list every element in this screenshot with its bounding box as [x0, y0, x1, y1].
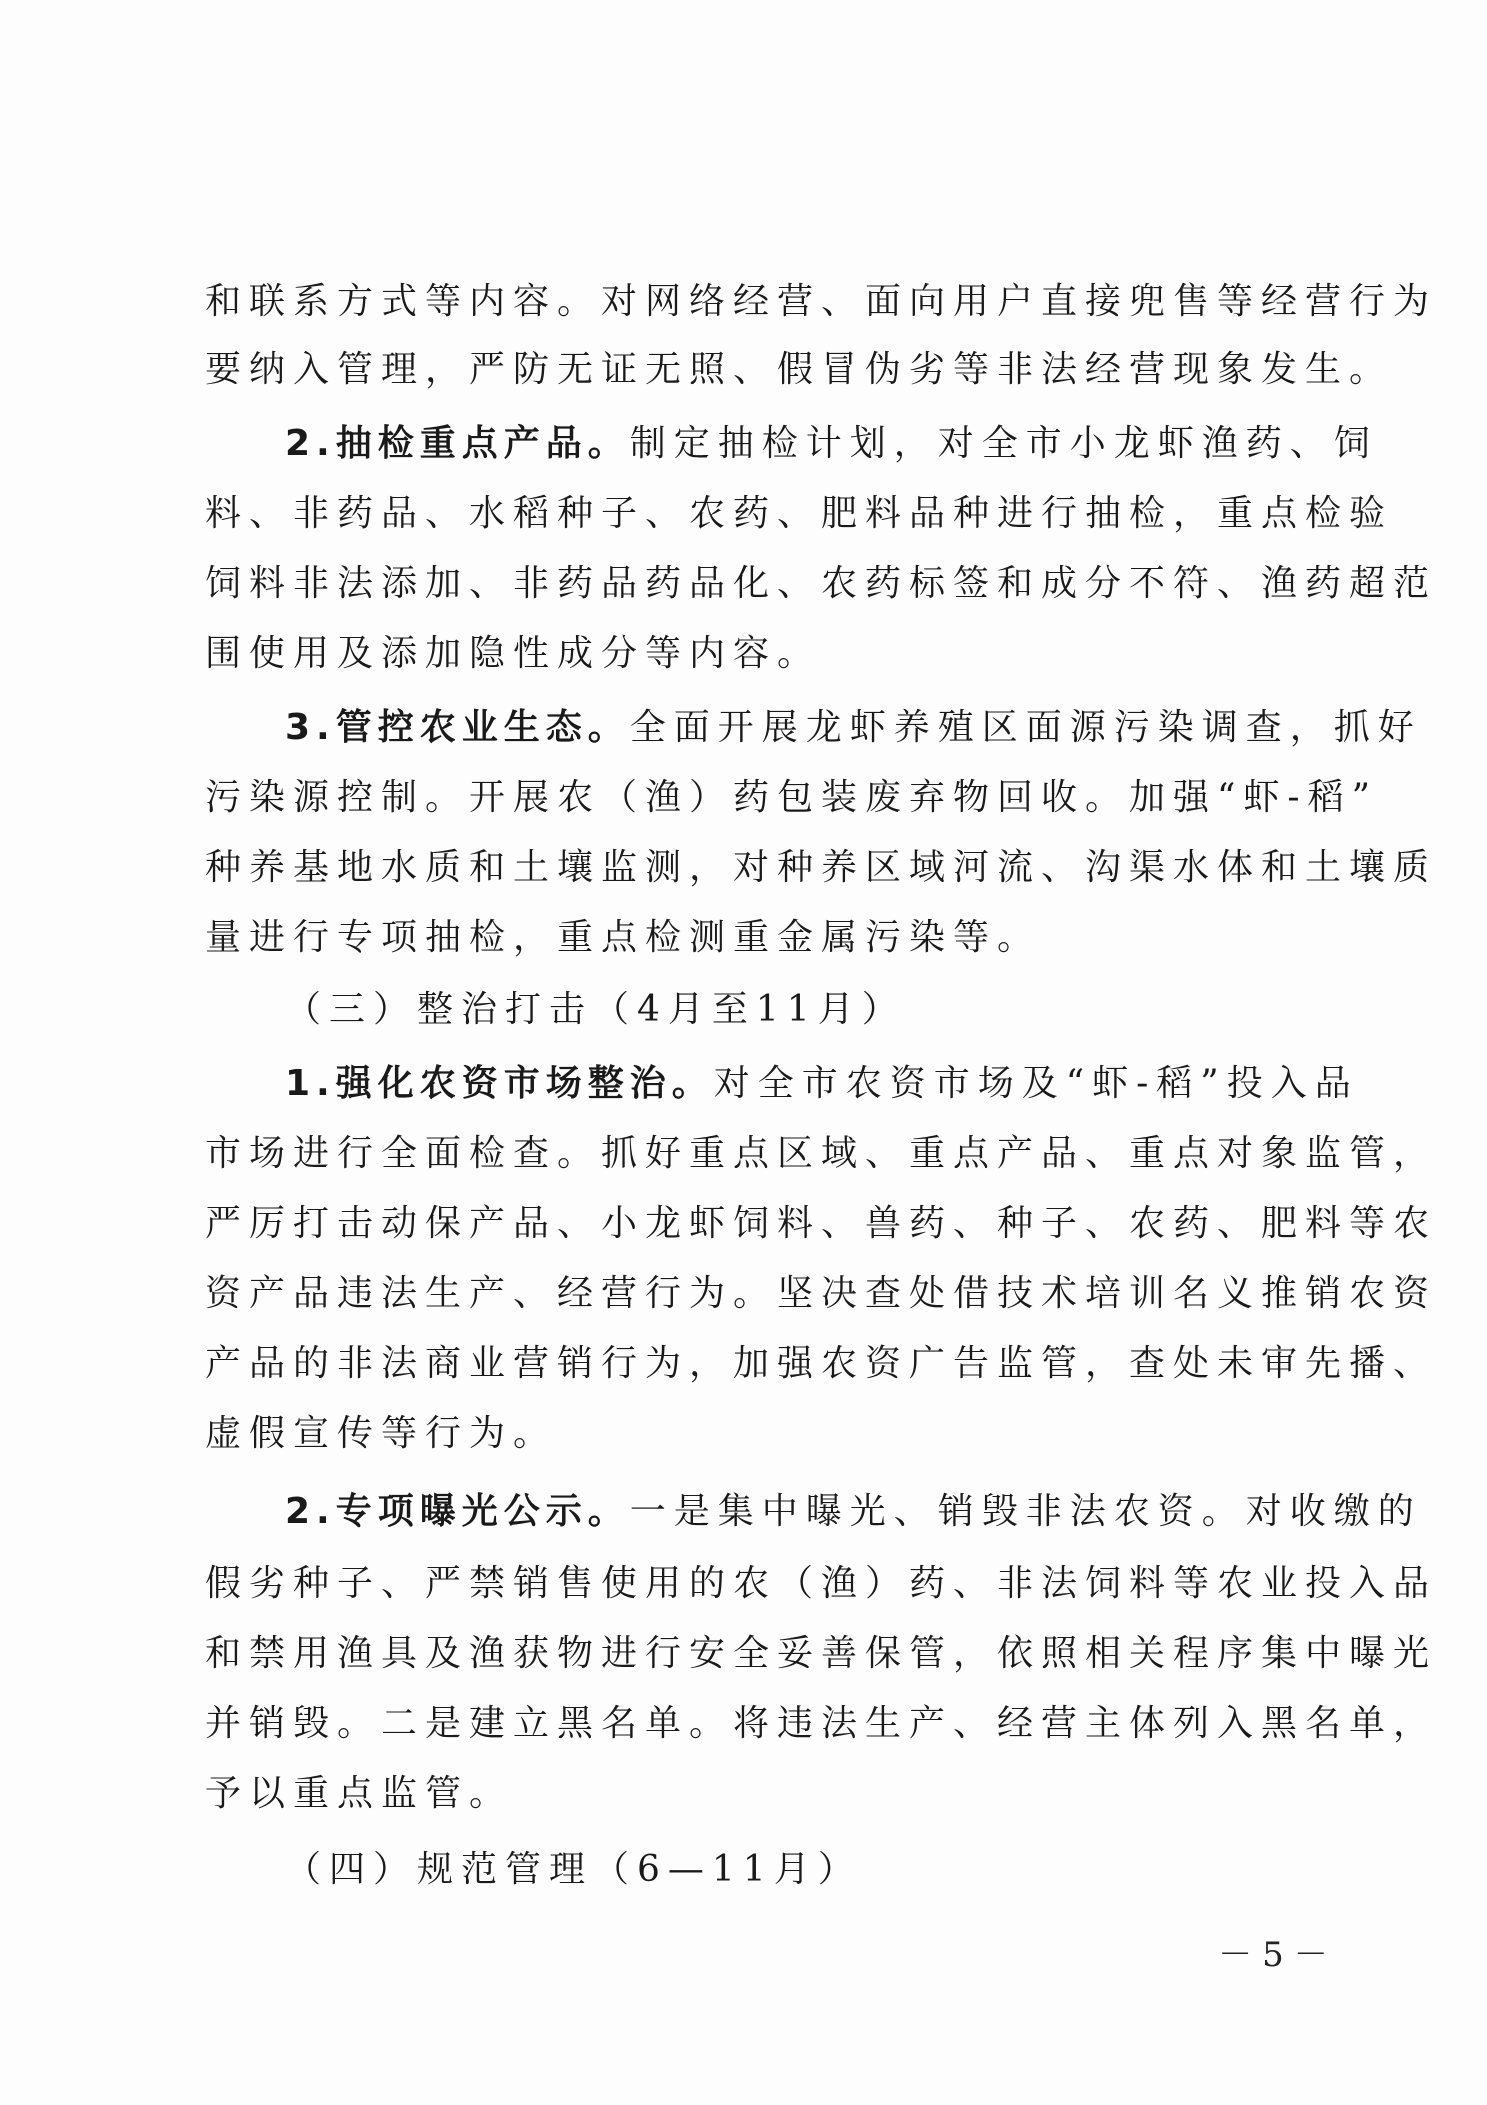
- paragraph-first-line: [285, 698, 1422, 758]
- text-line: 污染源控制。开展农（渔）药包装废弃物回收。加强“虾-稻”: [205, 777, 1378, 818]
- text-line: 料、非药品、水稻种子、农药、肥料品种进行抽检，重点检验: [205, 493, 1394, 534]
- text-line: 饲料非法添加、非药品药品化、农药标签和成分不符、渔药超范: [205, 563, 1438, 604]
- text-line: 产品的非法商业营销行为，加强农资广告监管，查处未审先播、: [205, 1343, 1438, 1384]
- page-number: －5－: [1218, 1935, 1338, 1975]
- text-span: 一是集中曝光、销毁非法农资。对收缴的: [629, 1491, 1422, 1532]
- section-heading: （三）整治打击（4月至11月）: [285, 989, 906, 1030]
- text-line: 严厉打击动保产品、小龙虾饲料、兽药、种子、农药、肥料等农: [205, 1203, 1438, 1244]
- text-line: 予以重点监管。: [205, 1773, 514, 1814]
- item-heading: 3.管控农业生态。: [285, 707, 630, 748]
- item-heading: 1.强化农资市场整治。: [285, 1063, 714, 1104]
- text-line: 并销毁。二是建立黑名单。将违法生产、经营主体列入黑名单，: [205, 1703, 1438, 1744]
- text-line: 市场进行全面检查。抓好重点区域、重点产品、重点对象监管，: [205, 1133, 1438, 1174]
- text-line: 和禁用渔具及渔获物进行安全妥善保管，依照相关程序集中曝光: [205, 1633, 1438, 1674]
- paragraph-first-line: [285, 1482, 1422, 1542]
- paragraph-first-line: [285, 414, 1378, 474]
- section-heading: （四）规范管理（6—11月）: [285, 1849, 862, 1890]
- text-line: 要纳入管理，严防无证无照、假冒伪劣等非法经营现象发生。: [205, 349, 1394, 390]
- text-span: 对全市农资市场及“虾-稻”投入品: [713, 1063, 1359, 1104]
- text-line: 虚假宣传等行为。: [205, 1413, 558, 1454]
- text-span: 制定抽检计划，对全市小龙虾渔药、饲: [629, 423, 1378, 464]
- paragraph-first-line: [285, 1054, 1359, 1114]
- item-heading: 2.专项曝光公示。: [285, 1491, 630, 1532]
- text-line: 资产品违法生产、经营行为。坚决查处借技术培训名义推销农资: [205, 1273, 1438, 1314]
- text-span: 全面开展龙虾养殖区面源污染调查，抓好: [629, 707, 1422, 748]
- text-line: 量进行专项抽检，重点检测重金属污染等。: [205, 917, 1042, 958]
- text-line: 围使用及添加隐性成分等内容。: [205, 633, 822, 674]
- text-line: 假劣种子、严禁销售使用的农（渔）药、非法饲料等农业投入品: [205, 1563, 1438, 1604]
- item-heading: 2.抽检重点产品。: [285, 423, 630, 464]
- text-line: 种养基地水质和土壤监测，对种养区域河流、沟渠水体和土壤质: [205, 847, 1438, 888]
- text-line: 和联系方式等内容。对网络经营、面向用户直接兜售等经营行为: [205, 281, 1438, 322]
